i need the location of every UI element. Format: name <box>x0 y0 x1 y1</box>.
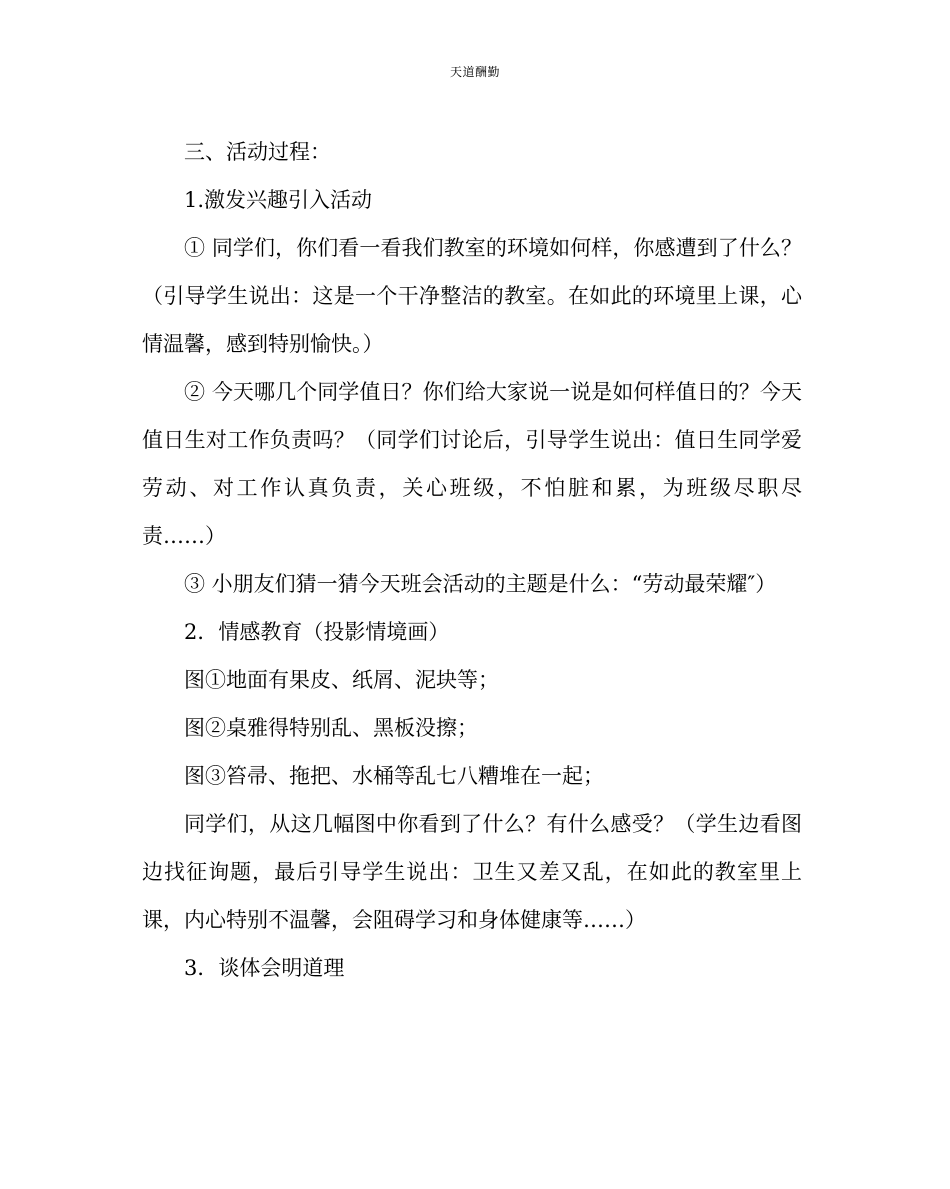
subsection-heading: 2．情感教育（投影情境画） <box>184 620 450 644</box>
document-body <box>142 128 802 992</box>
paragraph: 图②桌雅得特别乱、黑板没擦； <box>184 716 478 740</box>
paragraph: ① 同学们，你们看一看我们教室的环境如何样，你感遭到了什么？（引导学生说出：这是一个干净整洁的教室。在如此的环境里上课，心情温馨，感到特别愉快。） <box>142 236 802 356</box>
subsection-heading: 3．谈体会明道理 <box>184 956 345 980</box>
page-header: 天道酬勤 <box>449 65 500 79</box>
paragraph: 图①地面有果皮、纸屑、泥块等； <box>184 668 499 692</box>
paragraph: 同学们，从这几幅图中你看到了什么？有什么感受？（学生边看图边找征询题，最后引导学生说出：卫生又差又乱，在如此的教室里上课，内心特别不温馨，会阻碍学习和身体健康等……） <box>142 812 802 932</box>
paragraph: ② 今天哪几个同学值日？你们给大家说一说是如何样值日的？今天值日生对工作负责吗？（同学们讨论后，引导学生说出：值日生同学爱劳动、对工作认真负责，关心班级，不怕脏和累，为班级尽职尽责……） <box>142 380 802 548</box>
paragraph: 图③笞帚、拖把、水桶等乱七八糟堆在一起； <box>184 764 604 788</box>
paragraph: ③ 小朋友们猜一猜今天班会活动的主题是什么：“劳动最荣耀″） <box>184 572 777 596</box>
section-heading: 三、活动过程： <box>184 140 331 164</box>
subsection-heading: 1.激发兴趣引入活动 <box>184 188 373 212</box>
